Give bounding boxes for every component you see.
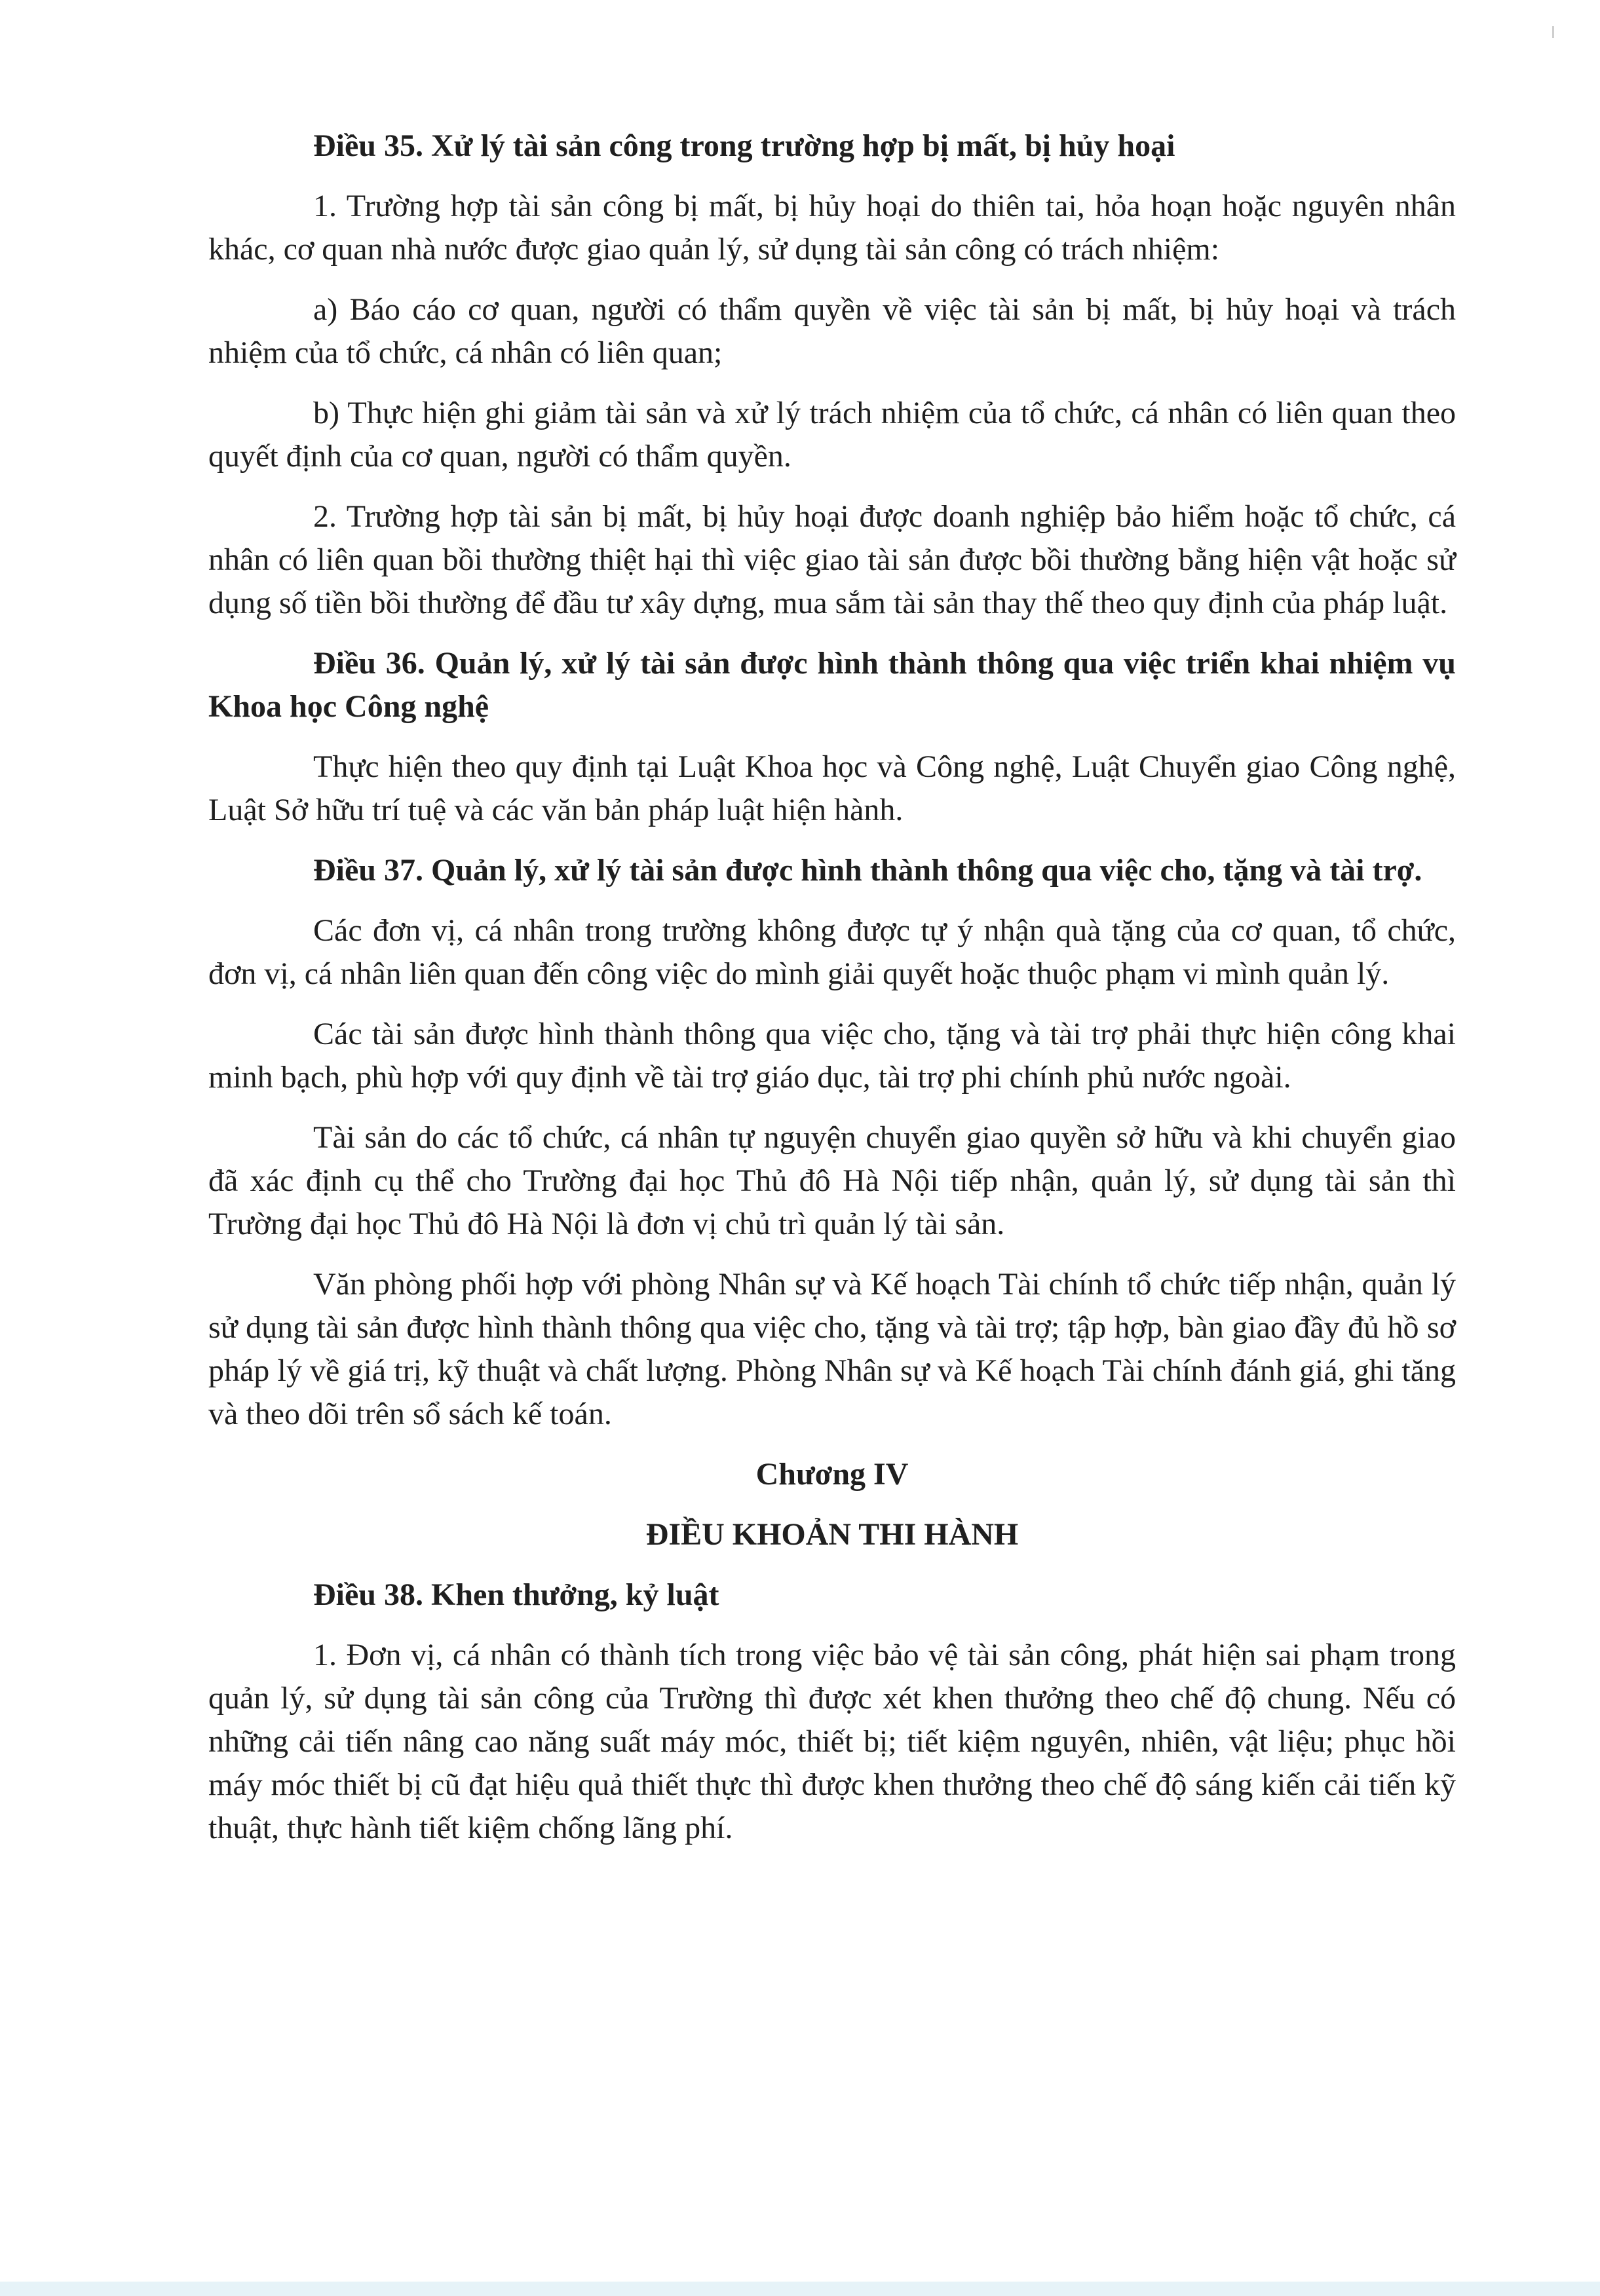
article-35-item-b: b) Thực hiện ghi giảm tài sản và xử lý trách nhiệm của tổ chức, cá nhân có liên quan theo quyết định của cơ quan, người có thẩm quyền. [208, 396, 1456, 474]
chapter-number: Chương IV [755, 1457, 909, 1492]
article-37-para-3: Tài sản do các tổ chức, cá nhân tự nguyện chuyển giao quyền sở hữu và khi chuyển giao đã xác định cụ thể cho Trường đại học Thủ đô Hà Nội tiếp nhận, quản lý, sử dụng tài sản thì Trường đại học Thủ đô Hà Nội là đơn vị chủ trì quản lý tài sản. [208, 1120, 1456, 1241]
article-38-heading: Điều 38. Khen thưởng, kỷ luật [313, 1577, 719, 1612]
document-page [208, 124, 1456, 1867]
article-37-para-4: Văn phòng phối hợp với phòng Nhân sự và Kế hoạch Tài chính tổ chức tiếp nhận, quản lý sử dụng tài sản được hình thành thông qua việc cho, tặng và tài trợ; tập hợp, bàn giao đầy đủ hồ sơ pháp lý về giá trị, kỹ thuật và chất lượng. Phòng Nhân sự và Kế hoạch Tài chính đánh giá, ghi tăng và theo dõi trên sổ sách kế toán. [208, 1267, 1456, 1431]
article-36-body: Thực hiện theo quy định tại Luật Khoa học và Công nghệ, Luật Chuyển giao Công nghệ, Luật Sở hữu trí tuệ và các văn bản pháp luật hiện hành. [208, 749, 1456, 827]
article-37-para-2: Các tài sản được hình thành thông qua việc cho, tặng và tài trợ phải thực hiện công khai minh bạch, phù hợp với quy định về tài trợ giáo dục, tài trợ phi chính phủ nước ngoài. [208, 1017, 1456, 1095]
article-35-clause-2: 2. Trường hợp tài sản bị mất, bị hủy hoại được doanh nghiệp bảo hiểm hoặc tổ chức, cá nhân có liên quan bồi thường thiệt hại thì việc giao tài sản được bồi thường bằng hiện vật hoặc sử dụng số tiền bồi thường để đầu tư xây dựng, mua sắm tài sản thay thế theo quy định của pháp luật. [208, 499, 1456, 620]
article-38-clause-1: 1. Đơn vị, cá nhân có thành tích trong việc bảo vệ tài sản công, phát hiện sai phạm trong quản lý, sử dụng tài sản công của Trường thì được xét khen thưởng theo chế độ chung. Nếu có những cải tiến nâng cao năng suất máy móc, thiết bị; tiết kiệm nguyên, nhiên, vật liệu; phục hồi máy móc thiết bị cũ đạt hiệu quả thiết thực thì được khen thưởng theo chế độ sáng kiến cải tiến kỹ thuật, thực hành tiết kiệm chống lãng phí. [208, 1638, 1456, 1845]
article-35-clause-1: 1. Trường hợp tài sản công bị mất, bị hủy hoại do thiên tai, hỏa hoạn hoặc nguyên nhân khác, cơ quan nhà nước được giao quản lý, sử dụng tài sản công có trách nhiệm: [208, 189, 1456, 267]
article-35-heading: Điều 35. Xử lý tài sản công trong trường hợp bị mất, bị hủy hoại [313, 128, 1175, 163]
scan-edge-strip [0, 2282, 1600, 2296]
scan-mark [1552, 26, 1554, 38]
article-37-para-1: Các đơn vị, cá nhân trong trường không được tự ý nhận quà tặng của cơ quan, tổ chức, đơn vị, cá nhân liên quan đến công việc do mình giải quyết hoặc thuộc phạm vi mình quản lý. [208, 913, 1456, 991]
chapter-title: ĐIỀU KHOẢN THI HÀNH [645, 1517, 1019, 1552]
article-36-heading: Điều 36. Quản lý, xử lý tài sản được hình thành thông qua việc triển khai nhiệm vụ Khoa học Công nghệ [208, 646, 1456, 724]
article-37-heading: Điều 37. Quản lý, xử lý tài sản được hình thành thông qua việc cho, tặng và tài trợ. [313, 853, 1422, 888]
article-35-item-a: a) Báo cáo cơ quan, người có thẩm quyền về việc tài sản bị mất, bị hủy hoại và trách nhiệm của tổ chức, cá nhân có liên quan; [208, 292, 1456, 370]
